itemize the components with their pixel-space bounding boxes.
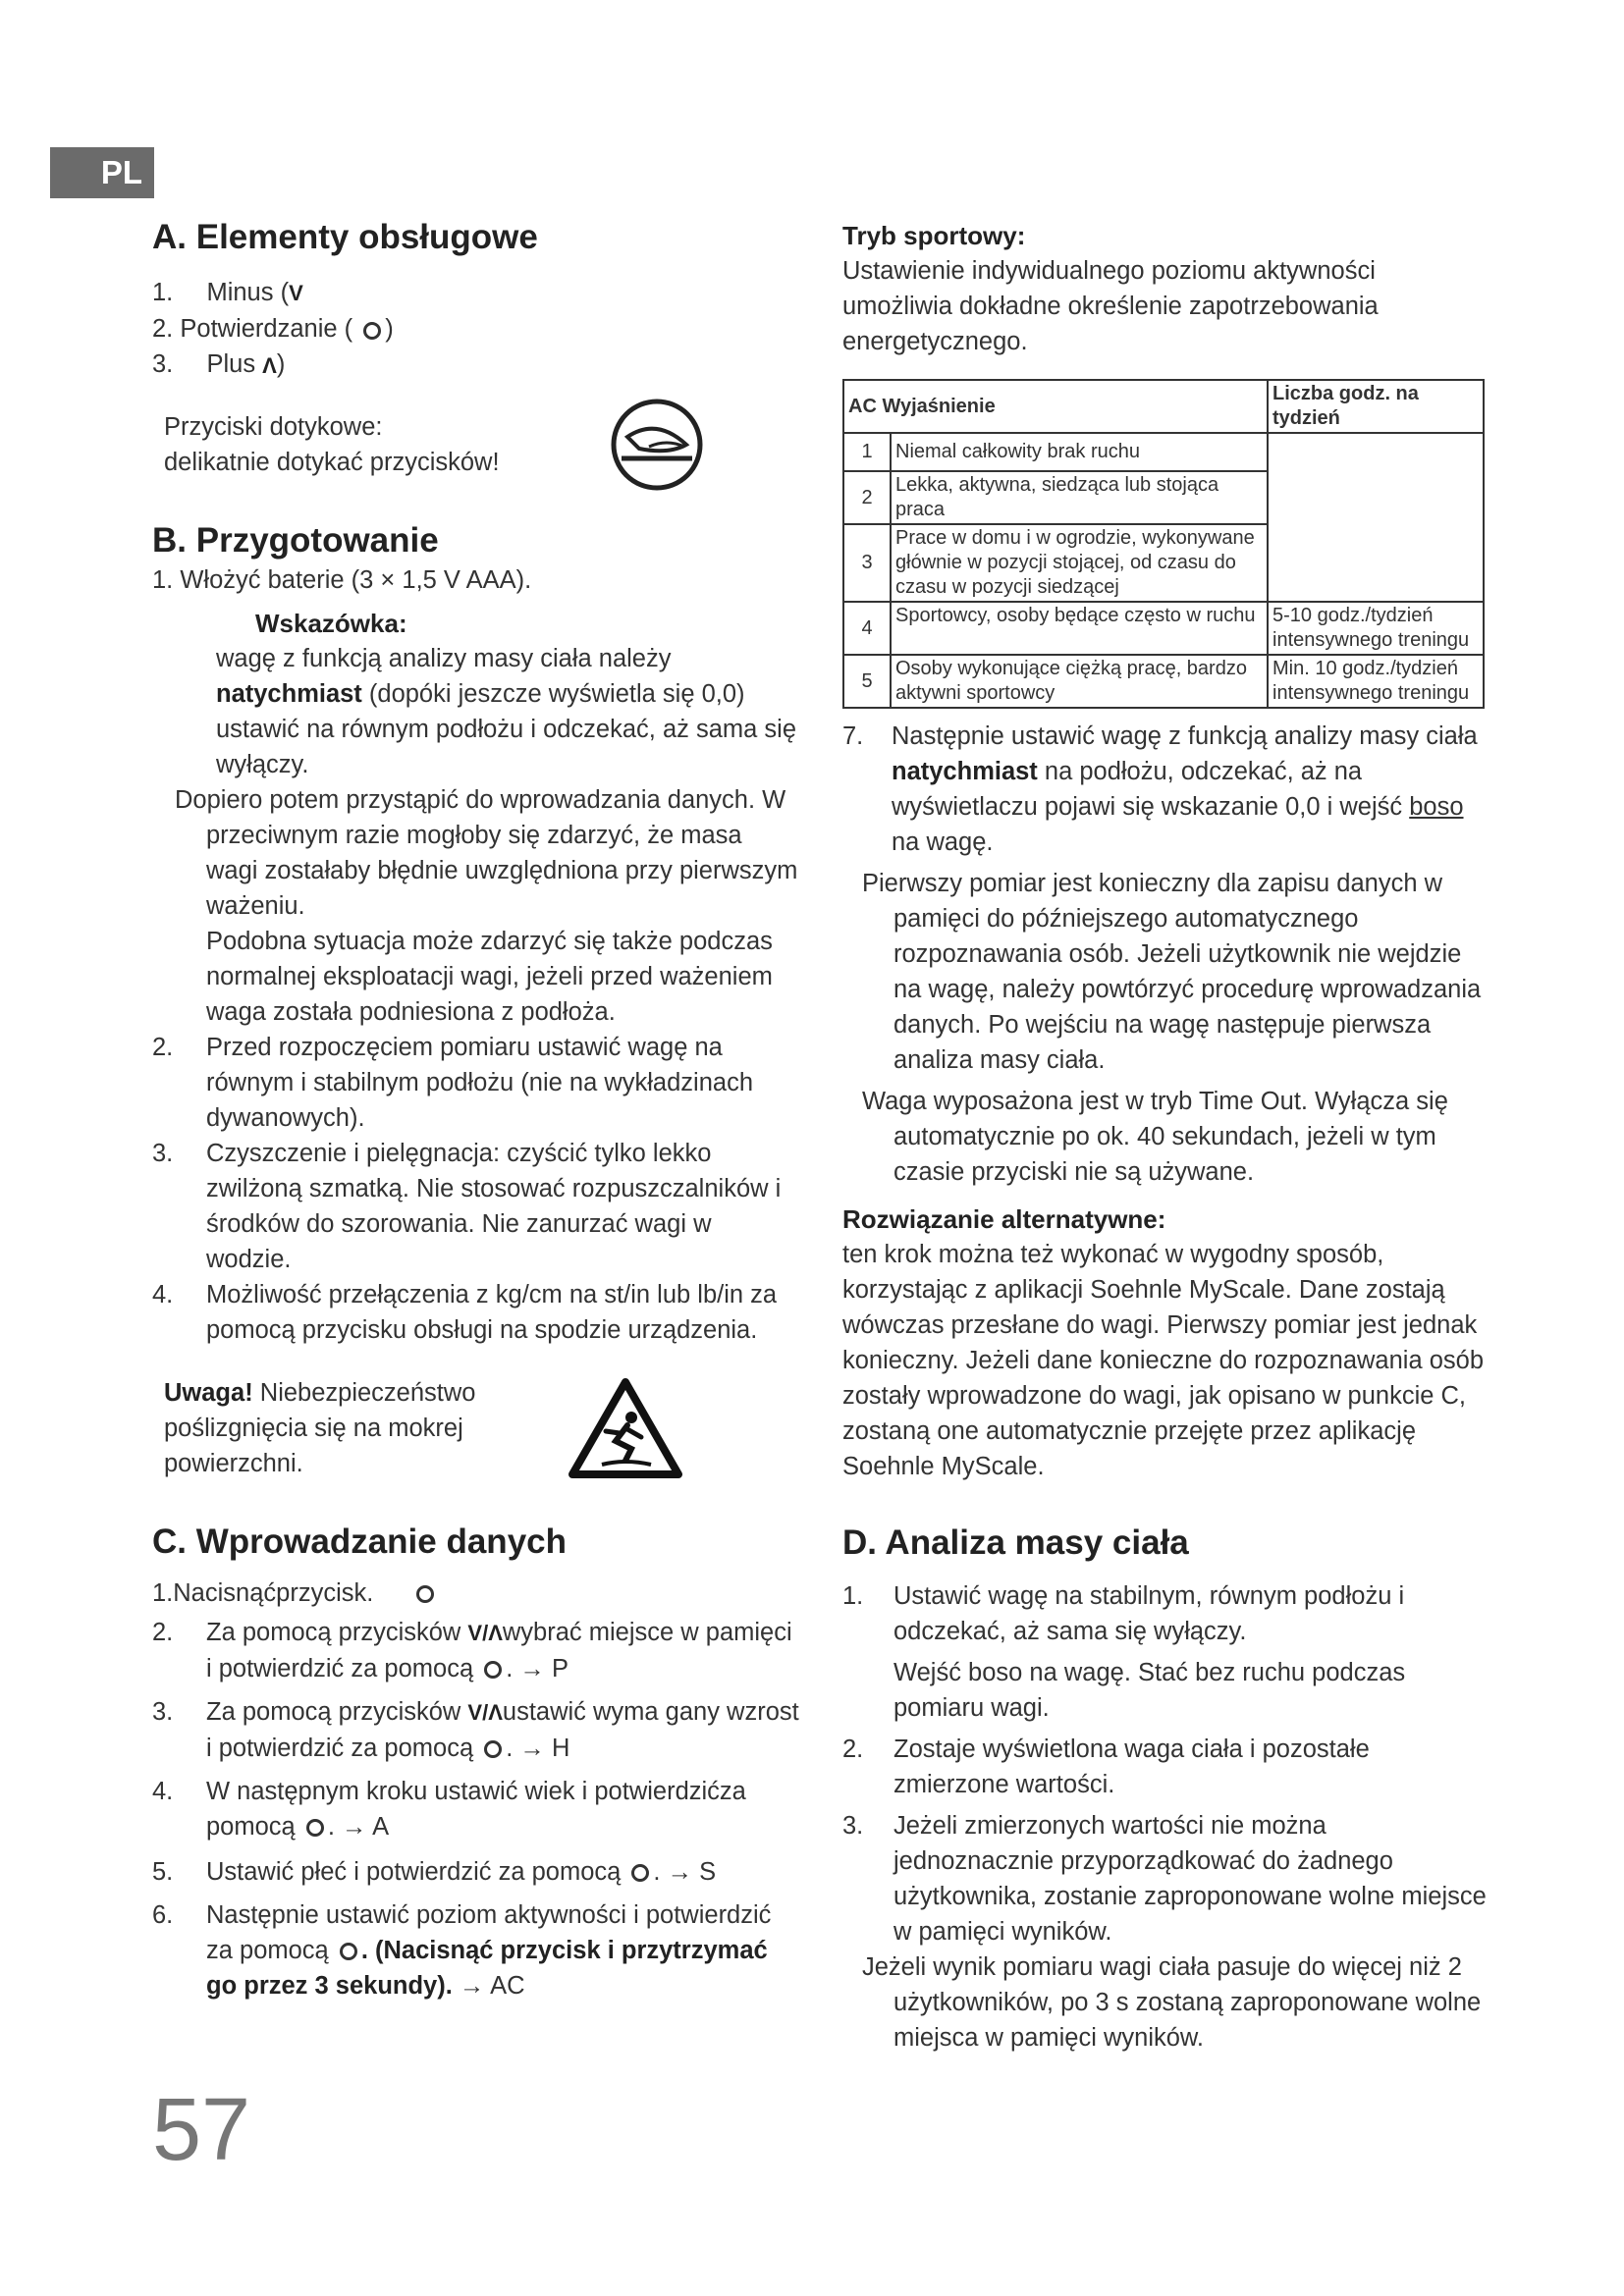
hint-title: Wskazówka: (255, 608, 407, 638)
table-header-row (843, 380, 1484, 433)
battery-step: 1. Włożyć baterie (3 × 1,5 V AAA). (152, 565, 532, 594)
warning-body: Niebezpieczeństwo poślizgnięcia się na mokrej powierzchni. (164, 1378, 476, 1477)
section-a-title: A. Elementy obsługowe (152, 218, 538, 256)
ac-level: 3 (843, 524, 891, 602)
step-number: 7. (842, 722, 864, 750)
item-number: 2. (152, 315, 174, 344)
step-number: 2. (152, 1033, 174, 1061)
language-code: PL (100, 154, 142, 190)
warning-text (164, 1375, 517, 1481)
list-item (842, 1808, 1490, 1949)
step-text: na wagę. (892, 828, 994, 856)
header-ac: AC (848, 395, 877, 417)
step-text: Jeżeli zmierzonych wartości nie można jednoznacznie przyporządkować do żadnego użytkownika, zostanie zaproponowane wolne miejsce w pamięci wyników. (893, 1812, 1487, 1946)
step-bold: natychmiast (892, 758, 1038, 785)
ac-level: 5 (843, 655, 891, 708)
activity-table (842, 379, 1485, 709)
alternative-title: Rozwiązanie alternatywne: (842, 1204, 1166, 1234)
step-text: Możliwość przełączenia z kg/cm na st/in lub lb/in za pomocą przycisku obsługi na spodzie urządzenia. (206, 1280, 778, 1344)
step-text: Zostaje wyświetlona waga ciała i pozostałe zmierzone wartości. (893, 1735, 1370, 1798)
left-column (152, 216, 800, 2003)
minus-plus-icon: V/Λ (467, 1700, 503, 1726)
header-hours: Liczba godz. na tydzień (1268, 380, 1484, 433)
prep-steps (152, 1030, 800, 1348)
multi-user-note: Jeżeli wynik pomiaru wagi ciała pasuje do więcej niż 2 użytkowników, po 3 s zostaną zaproponowane wolne miejsca w pamięci wyników. (862, 1953, 1482, 2052)
explanation: Sportowcy, osoby będące często w ruchu (891, 602, 1268, 655)
step-result: . → A (327, 1813, 390, 1842)
section-d-title: D. Analiza masy ciała (842, 1523, 1189, 1562)
hours: Min. 10 godz./tydzień intensywnego treningu (1268, 655, 1484, 708)
table-row (843, 433, 1484, 471)
list-item (152, 1136, 800, 1277)
list-item (152, 1615, 800, 1686)
list-item (842, 719, 1490, 860)
step-text: Wejść boso na wagę. Stać bez ruchu podczas pomiaru wagi. (893, 1659, 1406, 1722)
step-seven (842, 719, 1490, 860)
list-item (152, 1277, 800, 1348)
minus-plus-icon: V/Λ (467, 1620, 503, 1645)
touch-text: delikatnie dotykać przycisków! (164, 448, 500, 476)
data-entry-steps (152, 1615, 800, 2004)
warning-bold: Uwaga! (164, 1378, 253, 1407)
page-number: 57 (152, 2081, 251, 2179)
step-number: 2. (842, 1735, 864, 1763)
touch-label: Przyciski dotykowe: (164, 412, 383, 441)
item-number: 3. (152, 350, 174, 379)
section-c-title: C. Wprowadzanie danych (152, 1522, 567, 1561)
hint-bold: natychmiast (216, 679, 362, 708)
table-row (843, 655, 1484, 708)
item-label: Plus (206, 350, 256, 379)
hours: 5-10 godz./tydzień intensywnego treningu (1268, 602, 1484, 655)
confirm-ring-icon (484, 1661, 502, 1679)
step-number: 4. (152, 1778, 174, 1806)
ac-level: 1 (843, 433, 891, 471)
step-text: Następnie ustawić wagę z funkcją analizy masy ciała (892, 722, 1478, 750)
step-bold: . (Nacisnąć przycisk i przytrzymać go przez 3 sekundy). (206, 1937, 768, 2001)
ac-level: 4 (843, 602, 891, 655)
step-number: 1. (842, 1582, 864, 1610)
section-b-title: B. Przygotowanie (152, 520, 439, 560)
slip-warning (152, 1375, 684, 1481)
alternative-text: ten krok można też wykonać w wygodny sposób, korzystając z aplikacji Soehnle MyScale. Dane zostają wówczas przesłane do wagi. Pierwszy pomiar jest jednak konieczny. Jeżeli dane konieczne do rozpoznawania osób zostały wprowadzone do wagi, jak opisano w punkcie C, zostaną one automatycznie przejęte przez aplikację Soehnle MyScale. (842, 1241, 1485, 1480)
slippery-floor-warning-icon (567, 1376, 684, 1480)
item-suffix: ) (385, 315, 394, 344)
timeout-note: Waga wyposażona jest w tryb Time Out. Wyłącza się automatycznie po ok. 40 sekundach, jeżeli w tym czasie przyciski nie są używane. (862, 1088, 1448, 1186)
touch-note (152, 398, 704, 492)
hint-followup: Dopiero potem przystąpić do wprowadzania danych. W przeciwnym razie mogłoby się zdarzyć, że masa wagi zostałaby błędnie uwzględniona przy pierwszym ważeniu. (175, 785, 798, 920)
step-number: 3. (152, 1139, 174, 1167)
item-label: Minus ( (206, 279, 290, 306)
table-header-cell (843, 380, 1268, 433)
step-text: Ustawić wagę na stabilnym, równym podłożu i odczekać, aż sama się wyłączy. (893, 1582, 1405, 1645)
confirm-ring-icon (631, 1864, 649, 1882)
analysis-steps (842, 1578, 1490, 1949)
hours (1268, 433, 1484, 602)
step-text: Czyszczenie i pielęgnacja: czyścić tylko lekko zwilżoną szmatką. Nie stosować rozpuszczalników i środków do szorowania. Nie zanurzać wagi w wodzie. (206, 1139, 782, 1273)
control-item-confirm (152, 311, 800, 347)
step-number: 3. (152, 1697, 174, 1726)
confirm-ring-icon (416, 1585, 434, 1603)
step-text: Następnie ustawić poziom aktywności i potwierdzić za pomocą (206, 1901, 772, 1965)
press-button-step (152, 1575, 800, 1611)
control-item-plus (152, 347, 800, 383)
step-result: . → H (506, 1735, 570, 1763)
step-number: 3. (842, 1812, 864, 1840)
step-text: Za pomocą przycisków (206, 1697, 468, 1726)
explanation: Niemal całkowity brak ruchu (891, 433, 1268, 471)
sport-title: Tryb sportowy: (842, 221, 1026, 250)
explanation: Prace w domu i w ogrodzie, wykonywane głównie w pozycji stojącej, od czasu do czasu w pozycji siedzącej (891, 524, 1268, 602)
step-text: W następnym kroku ustawić wiek i potwierdzićza pomocą (206, 1778, 746, 1842)
step-underline: boso (1409, 793, 1464, 821)
step-number: 6. (152, 1901, 174, 1930)
explanation: Lekka, aktywna, siedząca lub stojąca praca (891, 471, 1268, 524)
step-text: Ustawić płeć i potwierdzić za pomocą (206, 1858, 628, 1887)
controls-list (152, 275, 800, 384)
first-measurement-note: Pierwszy pomiar jest konieczny dla zapisu danych w pamięci do późniejszego automatycznego rozpoznawania osób. Jeżeli użytkownik nie wejdzie na wagę, należy powtórzyć procedurę wprowadzania danych. Po wejściu na wagę następuje pierwsza analiza masy ciała. (862, 870, 1482, 1074)
confirm-ring-icon (363, 322, 381, 340)
step-text: na podłożu, odczekać, aż na wyświetlaczu pojawi się wskazanie 0,0 i wejść (892, 758, 1410, 821)
step-result: . → S (653, 1858, 717, 1887)
list-item (842, 1578, 1490, 1649)
confirm-ring-icon (340, 1943, 357, 1960)
step-number: 5. (152, 1858, 174, 1887)
plus-symbol-icon: Λ (262, 352, 277, 378)
sport-text: Ustawienie indywidualnego poziomu aktywności umożliwia dokładne określenie zapotrzebowania energetycznego. (842, 257, 1379, 355)
control-item-minus (152, 275, 800, 311)
list-item (152, 1854, 800, 1890)
language-tab (50, 147, 154, 198)
table-row (843, 602, 1484, 655)
list-item (152, 1694, 800, 1766)
step-text: 1.Nacisnąćprzycisk. (152, 1578, 374, 1607)
right-column (842, 218, 1490, 2056)
minus-symbol-icon: V (289, 281, 303, 306)
item-label: Potwierdzanie ( (180, 315, 353, 344)
step-text: wybrać miejsce w pamięci i potwierdzić za pomocą (206, 1618, 792, 1682)
hint-part: wagę z funkcją analizy masy ciała należy (216, 644, 672, 672)
hint-text (152, 641, 800, 782)
list-item (152, 1030, 800, 1136)
item-suffix: ) (276, 350, 286, 379)
step-result: → AC (452, 1972, 525, 2001)
list-item (152, 1774, 800, 1844)
step-number: 4. (152, 1280, 174, 1308)
list-item (842, 1655, 1490, 1726)
hint-similar: Podobna sytuacja może zdarzyć się także podczas normalnej eksploatacji wagi, jeżeli przed ważeniem waga została podniesiona z podłoża. (206, 927, 773, 1026)
confirm-ring-icon (306, 1819, 324, 1837)
hint-block (152, 606, 800, 1030)
step-number: 2. (152, 1618, 174, 1646)
list-item (152, 1897, 800, 2003)
header-explanation: Wyjaśnienie (882, 395, 996, 417)
step-text: Przed rozpoczęciem pomiaru ustawić wagę na równym i stabilnym podłożu (nie na wykładzinach dywanowych). (206, 1033, 754, 1132)
step-result: . → P (506, 1654, 568, 1682)
touch-finger-icon (610, 398, 704, 492)
list-item (842, 1732, 1490, 1802)
explanation: Osoby wykonujące ciężką pracę, bardzo aktywni sportowcy (891, 655, 1268, 708)
confirm-ring-icon (484, 1740, 502, 1758)
item-number: 1. (152, 279, 174, 306)
step-text: Za pomocą przycisków (206, 1618, 468, 1646)
ac-level: 2 (843, 471, 891, 524)
step-text: ustawić wyma gany wzrost i potwierdzić za pomocą (206, 1697, 799, 1763)
hint-part: (dopóki jeszcze wyświetla się 0,0) ustawić na równym podłożu i odczekać, aż sama się wyłączy. (216, 679, 797, 778)
